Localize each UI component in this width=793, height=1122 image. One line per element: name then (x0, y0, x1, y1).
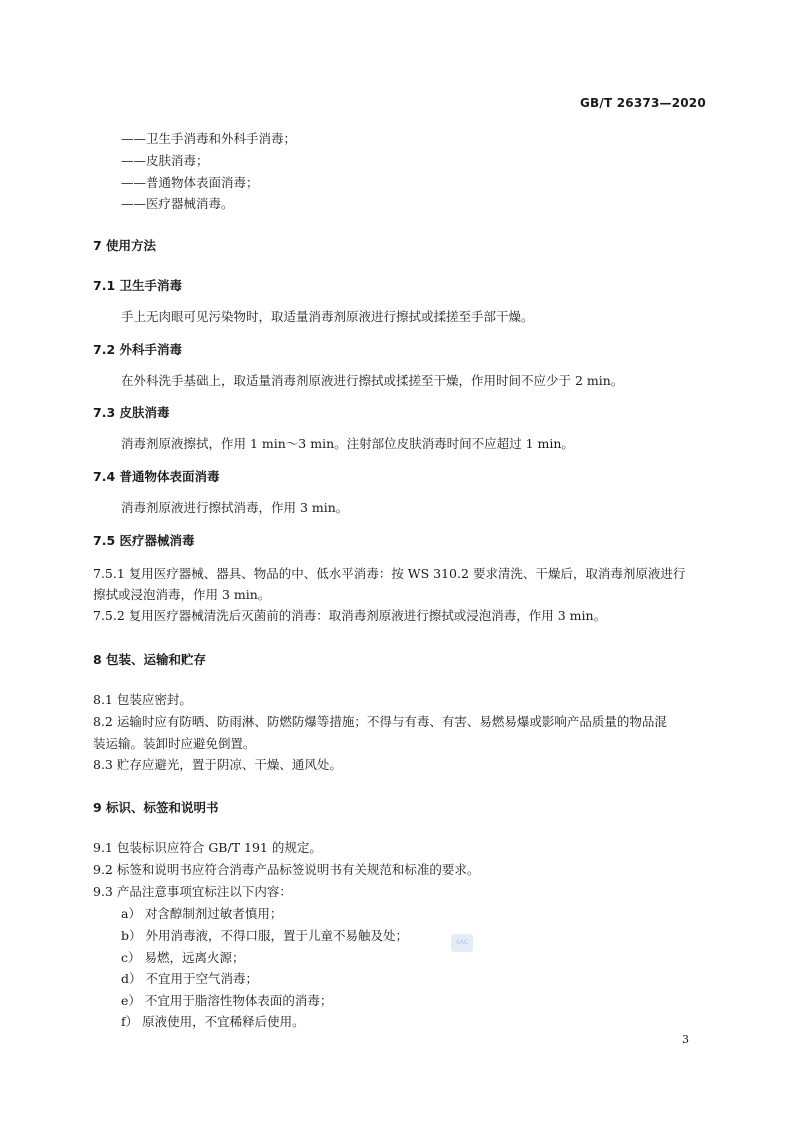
section-7-4-title: 7.4 普通物体表面消毒 (93, 469, 220, 484)
section-7-5-1-line1: 7.5.1 复用医疗器械、器具、物品的中、低水平消毒：按 WS 310.2 要求清洗、干燥后，取消毒剂原液进行 (93, 566, 686, 581)
section-7-4-body: 消毒剂原液进行擦拭消毒，作用 3 min。 (121, 500, 349, 515)
dash-list-item: ——皮肤消毒； (121, 153, 209, 168)
section-7-5-2: 7.5.2 复用医疗器械清洗后灭菌前的消毒：取消毒剂原液进行擦拭或浸泡消毒，作用 3 min。 (93, 608, 607, 623)
section-8-3: 8.3 贮存应避光，置于阴凉、干燥、通风处。 (93, 757, 342, 772)
section-7-1-body: 手上无肉眼可见污染物时，取适量消毒剂原液进行擦拭或揉搓至手部干燥。 (121, 309, 534, 324)
section-7-3-title: 7.3 皮肤消毒 (93, 405, 170, 420)
section-8-heading: 8 包装、运输和贮存 (93, 652, 207, 667)
section-9-heading: 9 标识、标签和说明书 (93, 800, 219, 815)
section-7-2-body: 在外科洗手基础上，取适量消毒剂原液进行擦拭或揉搓至干燥，作用时间不应少于 2 min。 (121, 373, 624, 388)
dash-list-item: ——医疗器械消毒。 (121, 196, 234, 211)
watermark-stamp: SAC (451, 934, 473, 952)
standard-number-header: GB/T 26373—2020 (580, 96, 706, 110)
section-7-5-title: 7.5 医疗器械消毒 (93, 533, 195, 548)
section-7-2-title: 7.2 外科手消毒 (93, 342, 182, 357)
section-8-2-line1: 8.2 运输时应有防晒、防雨淋、防燃防爆等措施；不得与有毒、有害、易燃易爆或影响产品质量的物品混 (93, 714, 667, 729)
page-number: 3 (682, 1033, 689, 1046)
dash-list-item: ——普通物体表面消毒； (121, 175, 259, 190)
list-item: e） 不宜用于脂溶性物体表面的消毒； (121, 993, 333, 1008)
section-7-5-1-line2: 擦拭或浸泡消毒，作用 3 min。 (93, 587, 271, 602)
section-8-2-line2: 装运输。装卸时应避免倒置。 (93, 736, 256, 751)
section-7-1-title: 7.1 卫生手消毒 (93, 278, 182, 293)
section-7-heading: 7 使用方法 (93, 238, 157, 253)
section-9-2: 9.2 标签和说明书应符合消毒产品标签说明书有关规范和标准的要求。 (93, 862, 480, 877)
section-9-3: 9.3 产品注意事项宜标注以下内容： (93, 884, 292, 899)
section-9-1: 9.1 包装标识应符合 GB/T 191 的规定。 (93, 840, 322, 855)
dash-list-item: ——卫生手消毒和外科手消毒； (121, 131, 297, 146)
list-item: b） 外用消毒液，不得口服，置于儿童不易触及处； (121, 928, 408, 943)
list-item: f） 原液使用，不宜稀释后使用。 (121, 1014, 305, 1029)
list-item: d） 不宜用于空气消毒； (121, 971, 258, 986)
section-8-1: 8.1 包装应密封。 (93, 692, 192, 707)
section-7-3-body: 消毒剂原液擦拭，作用 1 min～3 min。注射部位皮肤消毒时间不应超过 1 min。 (121, 436, 574, 451)
list-item: c） 易燃，远离火源； (121, 950, 245, 965)
list-item: a） 对含醇制剂过敏者慎用； (121, 906, 283, 921)
